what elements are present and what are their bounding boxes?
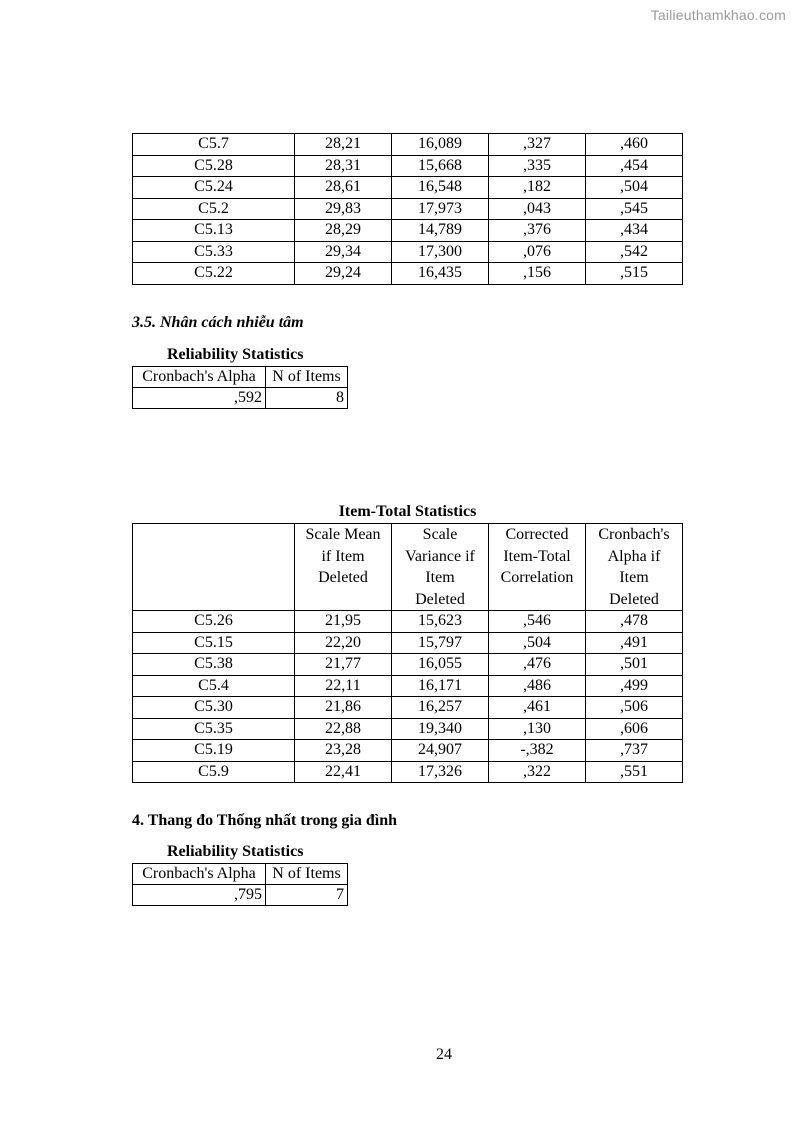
table-row bbox=[133, 134, 683, 156]
reliability-caption-2: Reliability Statistics bbox=[167, 843, 304, 860]
header-n-items: N of Items bbox=[266, 864, 348, 885]
table-row bbox=[133, 864, 348, 885]
value-cell: ,542 bbox=[586, 241, 683, 263]
section-title-3-5: 3.5. Nhân cách nhiễu tâm bbox=[132, 314, 304, 331]
header-cronbach-alpha: Cronbach's Alpha bbox=[133, 864, 266, 885]
reliability-caption-1: Reliability Statistics bbox=[167, 346, 304, 363]
reliability-table-2 bbox=[132, 863, 348, 906]
header-line: Correlation bbox=[500, 569, 574, 586]
item-label-cell: C5.33 bbox=[133, 241, 295, 263]
value-cell: ,737 bbox=[586, 740, 683, 762]
value-n-items: 8 bbox=[266, 388, 348, 409]
table-row bbox=[133, 263, 683, 285]
value-cell: 29,24 bbox=[295, 263, 392, 285]
value-cell: 29,34 bbox=[295, 241, 392, 263]
header-line: Variance if bbox=[405, 547, 475, 565]
value-cell: 16,055 bbox=[392, 654, 489, 676]
value-cell: ,545 bbox=[586, 198, 683, 220]
header-line: Item bbox=[619, 569, 649, 586]
value-cell: 22,11 bbox=[295, 675, 392, 697]
header-line: Deleted bbox=[609, 590, 659, 608]
value-cell: 24,907 bbox=[392, 740, 489, 762]
value-cell: ,182 bbox=[489, 177, 586, 199]
value-cell: -,382 bbox=[489, 740, 586, 762]
value-cell: ,322 bbox=[489, 761, 586, 783]
table-row bbox=[133, 885, 348, 906]
table-row bbox=[133, 761, 683, 783]
column-header bbox=[392, 524, 489, 611]
value-cell: 28,21 bbox=[295, 134, 392, 156]
value-cell: ,156 bbox=[489, 263, 586, 285]
value-cell: ,476 bbox=[489, 654, 586, 676]
value-cell: 28,61 bbox=[295, 177, 392, 199]
value-cell: 22,41 bbox=[295, 761, 392, 783]
value-cell: ,478 bbox=[586, 611, 683, 633]
header-line: Item-Total bbox=[503, 547, 571, 565]
value-cell: 28,29 bbox=[295, 220, 392, 242]
item-label-cell: C5.15 bbox=[133, 632, 295, 654]
table-row bbox=[133, 611, 683, 633]
watermark: Tailieuthamkhao.com bbox=[650, 7, 786, 23]
value-cell: ,499 bbox=[586, 675, 683, 697]
item-label-cell: C5.24 bbox=[133, 177, 295, 199]
item-label-cell: C5.26 bbox=[133, 611, 295, 633]
table-row bbox=[133, 654, 683, 676]
value-cell: 17,326 bbox=[392, 761, 489, 783]
value-cell: ,546 bbox=[489, 611, 586, 633]
value-cell: ,043 bbox=[489, 198, 586, 220]
item-label-cell: C5.30 bbox=[133, 697, 295, 719]
value-cronbach-alpha: ,795 bbox=[133, 885, 266, 906]
value-cell: 16,257 bbox=[392, 697, 489, 719]
column-header bbox=[489, 524, 586, 611]
value-cell: ,130 bbox=[489, 718, 586, 740]
value-cell: ,076 bbox=[489, 241, 586, 263]
value-cell: 16,548 bbox=[392, 177, 489, 199]
reliability-table-1 bbox=[132, 366, 348, 409]
section-title-4: 4. Thang đo Thống nhất trong gia đình bbox=[132, 812, 398, 829]
value-cell: ,506 bbox=[586, 697, 683, 719]
value-cell: 17,973 bbox=[392, 198, 489, 220]
header-row bbox=[133, 524, 683, 611]
table-row bbox=[133, 632, 683, 654]
value-n-items: 7 bbox=[266, 885, 348, 906]
header-cronbach-alpha: Cronbach's Alpha bbox=[133, 367, 266, 388]
value-cell: 15,668 bbox=[392, 155, 489, 177]
value-cell: 16,435 bbox=[392, 263, 489, 285]
value-cell: 21,77 bbox=[295, 654, 392, 676]
value-cell: 16,171 bbox=[392, 675, 489, 697]
value-cell: 17,300 bbox=[392, 241, 489, 263]
table-row bbox=[133, 155, 683, 177]
table-row bbox=[133, 198, 683, 220]
item-total-caption: Item-Total Statistics bbox=[338, 503, 477, 520]
item-label-cell: C5.13 bbox=[133, 220, 295, 242]
item-label-cell: C5.7 bbox=[133, 134, 295, 156]
item-label-cell: C5.35 bbox=[133, 718, 295, 740]
value-cell: 29,83 bbox=[295, 198, 392, 220]
column-header bbox=[133, 524, 295, 611]
value-cell: ,460 bbox=[586, 134, 683, 156]
item-label-cell: C5.2 bbox=[133, 198, 295, 220]
value-cell: ,515 bbox=[586, 263, 683, 285]
table-row bbox=[133, 718, 683, 740]
table-row bbox=[133, 740, 683, 762]
item-label-cell: C5.22 bbox=[133, 263, 295, 285]
value-cell: 22,88 bbox=[295, 718, 392, 740]
item-label-cell: C5.19 bbox=[133, 740, 295, 762]
header-line: Deleted bbox=[415, 590, 465, 608]
column-header bbox=[586, 524, 683, 611]
value-cell: ,501 bbox=[586, 654, 683, 676]
header-line: Scale Mean bbox=[305, 526, 381, 543]
item-label-cell: C5.38 bbox=[133, 654, 295, 676]
table-row bbox=[133, 220, 683, 242]
item-label-cell: C5.4 bbox=[133, 675, 295, 697]
value-cell: ,376 bbox=[489, 220, 586, 242]
value-cell: 22,20 bbox=[295, 632, 392, 654]
value-cell: 21,86 bbox=[295, 697, 392, 719]
value-cell: 28,31 bbox=[295, 155, 392, 177]
column-header bbox=[295, 524, 392, 611]
value-cell: ,461 bbox=[489, 697, 586, 719]
value-cell: ,551 bbox=[586, 761, 683, 783]
table-row bbox=[133, 367, 348, 388]
item-total-table bbox=[132, 523, 683, 783]
header-line: Deleted bbox=[318, 569, 368, 586]
value-cell: ,504 bbox=[489, 632, 586, 654]
value-cell: ,434 bbox=[586, 220, 683, 242]
table-row bbox=[133, 675, 683, 697]
header-n-items: N of Items bbox=[266, 367, 348, 388]
header-line: Item bbox=[425, 569, 455, 586]
item-label-cell: C5.28 bbox=[133, 155, 295, 177]
page-number: 24 bbox=[436, 1046, 452, 1063]
table-row bbox=[133, 388, 348, 409]
table-row bbox=[133, 241, 683, 263]
value-cell: ,491 bbox=[586, 632, 683, 654]
value-cell: ,504 bbox=[586, 177, 683, 199]
header-line: Corrected bbox=[505, 526, 569, 543]
table-row bbox=[133, 697, 683, 719]
value-cronbach-alpha: ,592 bbox=[133, 388, 266, 409]
item-stats-continued-table bbox=[132, 133, 683, 285]
value-cell: 14,789 bbox=[392, 220, 489, 242]
value-cell: 15,623 bbox=[392, 611, 489, 633]
table-row bbox=[133, 177, 683, 199]
value-cell: 15,797 bbox=[392, 632, 489, 654]
item-label-cell: C5.9 bbox=[133, 761, 295, 783]
header-line: Alpha if bbox=[607, 547, 661, 565]
header-line: Cronbach's bbox=[598, 526, 670, 543]
value-cell: ,327 bbox=[489, 134, 586, 156]
header-line: Scale bbox=[422, 526, 458, 543]
value-cell: ,486 bbox=[489, 675, 586, 697]
value-cell: 19,340 bbox=[392, 718, 489, 740]
header-line: if Item bbox=[321, 547, 365, 565]
value-cell: 21,95 bbox=[295, 611, 392, 633]
value-cell: 16,089 bbox=[392, 134, 489, 156]
value-cell: ,606 bbox=[586, 718, 683, 740]
value-cell: ,335 bbox=[489, 155, 586, 177]
value-cell: ,454 bbox=[586, 155, 683, 177]
value-cell: 23,28 bbox=[295, 740, 392, 762]
